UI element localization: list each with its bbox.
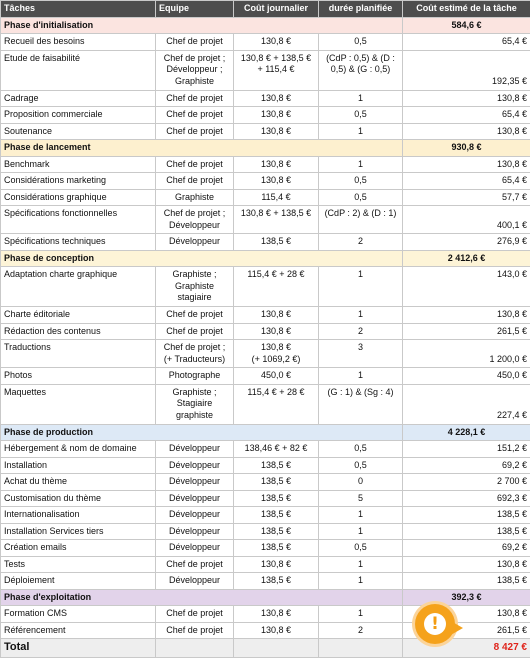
team-cell-line: (+ Traducteurs)	[163, 353, 226, 364]
team-cell-line: Chef de projet	[166, 36, 223, 46]
phase-total: 2 412,6 €	[403, 250, 530, 267]
daily-cost-cell	[234, 206, 319, 234]
duration-cell-line: 0,5	[354, 443, 367, 453]
team-cell	[156, 323, 234, 340]
team-cell-line: Chef de projet ;	[163, 342, 226, 352]
team-cell	[156, 540, 234, 557]
team-cell	[156, 340, 234, 368]
daily-cost-cell	[234, 123, 319, 140]
alert-icon: !	[424, 613, 446, 635]
daily-cost-cell	[234, 523, 319, 540]
team-cell	[156, 606, 234, 623]
duration-cell-line: 0,5	[354, 36, 367, 46]
header-team: Equipe	[156, 1, 234, 18]
header-daily-cost: Coût journalier	[234, 1, 319, 18]
team-cell	[156, 573, 234, 590]
duration-cell-line: 0	[357, 476, 363, 486]
duration-cell-line: (CdP : 2) & (D : 1)	[324, 208, 397, 218]
task-cost: 138,5 €	[403, 573, 530, 590]
phase-name: Phase de conception	[1, 250, 403, 267]
task-row	[1, 189, 530, 206]
duration-cell	[319, 457, 403, 474]
duration-cell-line: 0,5	[354, 459, 367, 470]
duration-cell-line: 5	[357, 492, 363, 503]
task-cost: 130,8 €	[403, 123, 530, 140]
task-cost: 276,9 €	[403, 234, 530, 251]
duration-cell-line: 0,5	[354, 542, 367, 552]
table-body	[1, 17, 530, 639]
duration-cell	[319, 156, 403, 173]
team-cell-line: Chef de projet	[166, 309, 223, 319]
team-cell	[156, 507, 234, 524]
task-cost: 151,2 €	[403, 441, 530, 458]
team-cell	[156, 189, 234, 206]
daily-cost-cell	[234, 340, 319, 368]
task-name: Référencement	[1, 622, 156, 639]
phase-row	[1, 424, 530, 441]
daily-cost-cell-line: 450,0 €	[260, 370, 292, 380]
team-cell	[156, 490, 234, 507]
daily-cost-cell-line: 138,5 €	[260, 492, 292, 503]
phase-total: 392,3 €	[403, 589, 530, 606]
team-cell-line: Graphiste	[174, 280, 215, 291]
team-cell	[156, 457, 234, 474]
daily-cost-cell	[234, 490, 319, 507]
task-cost: 130,8 €	[403, 156, 530, 173]
task-row	[1, 234, 530, 251]
daily-cost-cell	[234, 441, 319, 458]
duration-cell-line: 2	[357, 236, 363, 246]
task-name: Spécifications fonctionnelles	[1, 206, 156, 234]
duration-cell-line: 0,5) & (G : 0,5)	[330, 64, 391, 74]
duration-cell	[319, 474, 403, 491]
duration-cell-line: 1	[357, 558, 363, 569]
team-cell	[156, 123, 234, 140]
daily-cost-cell-line: 138,46 € + 82 €	[244, 443, 308, 453]
duration-cell	[319, 556, 403, 573]
duration-cell-line: (CdP : 0,5) & (D :	[326, 52, 395, 63]
team-cell	[156, 50, 234, 90]
daily-cost-cell-line: 138,5 €	[260, 575, 292, 585]
daily-cost-cell	[234, 173, 319, 190]
task-row	[1, 34, 530, 51]
team-cell-line: Chef de projet	[166, 624, 223, 635]
team-cell	[156, 107, 234, 124]
task-name: Adaptation charte graphique	[1, 267, 156, 307]
task-row	[1, 340, 530, 368]
task-row	[1, 107, 530, 124]
daily-cost-cell-line: 138,5 €	[260, 525, 292, 536]
team-cell-line: stagiaire	[177, 292, 212, 302]
task-cost: 261,5 €	[403, 622, 530, 639]
duration-cell	[319, 107, 403, 124]
task-name: Installation Services tiers	[1, 523, 156, 540]
daily-cost-cell	[234, 189, 319, 206]
task-cost: 130,8 €	[403, 556, 530, 573]
daily-cost-cell	[234, 50, 319, 90]
task-name: Benchmark	[1, 156, 156, 173]
task-cost: 192,35 €	[403, 50, 530, 90]
task-row	[1, 573, 530, 590]
alert-badge[interactable]	[415, 604, 455, 644]
daily-cost-cell-line: 138,5 €	[260, 542, 292, 552]
duration-cell	[319, 507, 403, 524]
task-cost: 65,4 €	[403, 173, 530, 190]
task-name: Cadrage	[1, 90, 156, 107]
task-row	[1, 368, 530, 385]
duration-cell-line: 2	[357, 624, 363, 635]
daily-cost-cell-line: 115,4 €	[261, 191, 291, 202]
daily-cost-cell-line: 115,4 € + 28 €	[247, 269, 305, 279]
task-name: Traductions	[1, 340, 156, 368]
team-cell-line: Graphiste ;	[172, 386, 217, 397]
daily-cost-cell	[234, 368, 319, 385]
duration-cell	[319, 490, 403, 507]
team-cell-line: Graphiste ;	[172, 269, 217, 279]
daily-cost-cell	[234, 107, 319, 124]
team-cell-line: Photographe	[168, 370, 221, 380]
daily-cost-cell	[234, 267, 319, 307]
task-row	[1, 384, 530, 424]
daily-cost-cell-line: 130,8 €	[260, 325, 292, 336]
team-cell	[156, 307, 234, 324]
team-cell-line: Chef de projet	[166, 92, 223, 103]
team-cell-line: Développeur	[168, 443, 221, 453]
duration-cell-line: 0,5	[354, 191, 367, 202]
team-cell	[156, 267, 234, 307]
task-row	[1, 173, 530, 190]
duration-cell-line: 1	[357, 575, 363, 585]
duration-cell-line: 3	[357, 342, 363, 352]
daily-cost-cell-line: 138,5 €	[260, 509, 292, 519]
daily-cost-cell-line: 130,8 €	[260, 558, 292, 569]
team-cell-line: Chef de projet	[166, 125, 223, 136]
team-cell-line: Développeur	[168, 492, 221, 503]
total-row	[1, 639, 530, 658]
task-row	[1, 507, 530, 524]
duration-cell-line: 1	[357, 608, 363, 618]
task-cost: 450,0 €	[403, 368, 530, 385]
team-cell	[156, 173, 234, 190]
team-cell-line: Chef de projet	[166, 608, 223, 618]
phase-name: Phase d'initialisation	[1, 17, 403, 34]
task-name: Création emails	[1, 540, 156, 557]
task-row	[1, 50, 530, 90]
task-name: Internationalisation	[1, 507, 156, 524]
total-value: 8 427 €	[403, 639, 530, 658]
header-tasks: Tâches	[1, 1, 156, 18]
phase-total: 584,6 €	[403, 17, 530, 34]
duration-cell-line: 1	[357, 309, 363, 319]
task-row	[1, 441, 530, 458]
team-cell	[156, 441, 234, 458]
duration-cell-line: 2	[357, 325, 363, 336]
team-cell-line: Graphiste	[174, 191, 215, 202]
duration-cell	[319, 540, 403, 557]
task-name: Spécifications techniques	[1, 234, 156, 251]
team-cell-line: Développeur	[168, 219, 221, 230]
team-cell-line: Chef de projet	[166, 325, 223, 336]
duration-cell	[319, 206, 403, 234]
duration-cell	[319, 441, 403, 458]
team-cell-line: Chef de projet	[166, 558, 223, 569]
task-row	[1, 307, 530, 324]
task-name: Customisation du thème	[1, 490, 156, 507]
team-cell-line: Stagiaire	[176, 398, 213, 408]
daily-cost-cell-line: 130,8 €	[260, 608, 292, 618]
duration-cell	[319, 523, 403, 540]
task-cost: 130,8 €	[403, 90, 530, 107]
task-name: Formation CMS	[1, 606, 156, 623]
daily-cost-cell-line: 130,8 €	[260, 624, 292, 635]
daily-cost-cell-line: 130,8 €	[260, 175, 292, 185]
team-cell-line: Développeur	[168, 525, 221, 536]
phase-name: Phase de lancement	[1, 140, 403, 157]
task-cost: 400,1 €	[403, 206, 530, 234]
phase-row	[1, 140, 530, 157]
task-row	[1, 556, 530, 573]
duration-cell	[319, 50, 403, 90]
phase-row	[1, 17, 530, 34]
daily-cost-cell	[234, 507, 319, 524]
duration-cell	[319, 189, 403, 206]
task-cost: 138,5 €	[403, 507, 530, 524]
team-cell-line: graphiste	[175, 409, 214, 420]
daily-cost-cell-line: 130,8 €	[260, 125, 292, 136]
team-cell-line: Développeur	[168, 542, 221, 552]
task-row	[1, 474, 530, 491]
team-cell-line: Chef de projet	[166, 109, 223, 119]
team-cell	[156, 523, 234, 540]
duration-cell	[319, 267, 403, 307]
task-name: Proposition commerciale	[1, 107, 156, 124]
duration-cell	[319, 234, 403, 251]
header-row	[1, 1, 530, 18]
task-name: Etude de faisabilité	[1, 50, 156, 90]
phase-row	[1, 589, 530, 606]
team-cell-line: Chef de projet	[166, 158, 223, 169]
task-row	[1, 156, 530, 173]
team-cell	[156, 34, 234, 51]
duration-cell-line: 1	[357, 269, 363, 279]
team-cell	[156, 156, 234, 173]
daily-cost-cell-line: 138,5 €	[260, 459, 292, 470]
task-cost: 138,5 €	[403, 523, 530, 540]
duration-cell	[319, 368, 403, 385]
duration-cell	[319, 340, 403, 368]
daily-cost-cell-line: 130,8 € + 138,5 €	[240, 52, 312, 63]
task-name: Rédaction des contenus	[1, 323, 156, 340]
duration-cell-line: (G : 1) & (Sg : 4)	[327, 386, 394, 397]
daily-cost-cell-line: 130,8 €	[260, 342, 292, 352]
duration-cell	[319, 573, 403, 590]
task-cost: 692,3 €	[403, 490, 530, 507]
team-cell	[156, 556, 234, 573]
task-cost: 65,4 €	[403, 107, 530, 124]
daily-cost-cell-line: 130,8 €	[260, 92, 292, 103]
daily-cost-cell	[234, 156, 319, 173]
duration-cell-line: 1	[357, 370, 363, 380]
daily-cost-cell-line: 138,5 €	[260, 236, 292, 246]
team-cell	[156, 622, 234, 639]
task-row	[1, 267, 530, 307]
phase-total: 930,8 €	[403, 140, 530, 157]
task-cost: 227,4 €	[403, 384, 530, 424]
daily-cost-cell	[234, 323, 319, 340]
header-duration: durée planifiée	[319, 1, 403, 18]
duration-cell	[319, 606, 403, 623]
task-cost: 1 200,0 €	[403, 340, 530, 368]
task-cost: 57,7 €	[403, 189, 530, 206]
phase-row	[1, 250, 530, 267]
header-estimated-cost: Coût estimé de la tâche	[403, 1, 530, 18]
daily-cost-cell	[234, 384, 319, 424]
daily-cost-cell	[234, 540, 319, 557]
daily-cost-cell	[234, 234, 319, 251]
daily-cost-cell	[234, 573, 319, 590]
task-cost: 2 700 €	[403, 474, 530, 491]
duration-cell	[319, 90, 403, 107]
daily-cost-cell-line: 130,8 €	[260, 158, 292, 169]
team-cell-line: Chef de projet	[166, 175, 223, 185]
task-name: Recueil des besoins	[1, 34, 156, 51]
task-row	[1, 206, 530, 234]
duration-cell	[319, 622, 403, 639]
team-cell	[156, 206, 234, 234]
team-cell	[156, 90, 234, 107]
team-cell	[156, 234, 234, 251]
task-row	[1, 323, 530, 340]
duration-cell-line: 1	[357, 509, 363, 519]
duration-cell	[319, 173, 403, 190]
task-name: Maquettes	[1, 384, 156, 424]
duration-cell	[319, 384, 403, 424]
task-name: Achat du thème	[1, 474, 156, 491]
duration-cell-line: 1	[357, 92, 363, 103]
daily-cost-cell-line: 115,4 € + 28 €	[247, 386, 305, 397]
task-name: Charte éditoriale	[1, 307, 156, 324]
team-cell-line: Développeur ;	[166, 64, 223, 74]
team-cell-line: Chef de projet ;	[163, 208, 226, 218]
task-row	[1, 90, 530, 107]
daily-cost-cell-line: 130,8 €	[260, 109, 292, 119]
task-name: Installation	[1, 457, 156, 474]
task-name: Considérations graphique	[1, 189, 156, 206]
task-row	[1, 490, 530, 507]
daily-cost-cell-line: + 115,4 €	[257, 64, 295, 74]
task-name: Tests	[1, 556, 156, 573]
phase-name: Phase de production	[1, 424, 403, 441]
duration-cell-line: 1	[357, 158, 363, 169]
task-cost: 65,4 €	[403, 34, 530, 51]
daily-cost-cell-line: 130,8 € + 138,5 €	[240, 208, 312, 218]
team-cell	[156, 384, 234, 424]
task-cost: 130,8 €	[403, 307, 530, 324]
daily-cost-cell	[234, 474, 319, 491]
daily-cost-cell	[234, 90, 319, 107]
task-name: Photos	[1, 368, 156, 385]
team-cell-line: Développeur	[168, 509, 221, 519]
daily-cost-cell-line: 130,8 €	[260, 36, 292, 46]
task-cost: 69,2 €	[403, 457, 530, 474]
daily-cost-cell-line: 138,5 €	[260, 476, 292, 486]
daily-cost-cell	[234, 606, 319, 623]
team-cell-line: Graphiste	[174, 75, 215, 86]
task-cost: 130,8 €	[403, 606, 530, 623]
task-row	[1, 457, 530, 474]
task-name: Hébergement & nom de domaine	[1, 441, 156, 458]
duration-cell	[319, 34, 403, 51]
daily-cost-cell	[234, 457, 319, 474]
task-name: Considérations marketing	[1, 173, 156, 190]
badge-pointer	[449, 620, 463, 636]
task-cost: 261,5 €	[403, 323, 530, 340]
team-cell-line: Développeur	[168, 236, 221, 246]
team-cell-line: Développeur	[168, 575, 221, 585]
duration-cell-line: 1	[357, 125, 363, 136]
team-cell-line: Développeur	[168, 459, 221, 470]
task-cost: 143,0 €	[403, 267, 530, 307]
task-row	[1, 523, 530, 540]
daily-cost-cell	[234, 34, 319, 51]
duration-cell	[319, 307, 403, 324]
duration-cell	[319, 123, 403, 140]
team-cell-line: Chef de projet ;	[163, 52, 226, 63]
daily-cost-cell	[234, 556, 319, 573]
duration-cell	[319, 323, 403, 340]
duration-cell-line: 0,5	[354, 175, 367, 185]
duration-cell-line: 1	[357, 525, 363, 536]
daily-cost-cell-line: (+ 1069,2 €)	[251, 353, 301, 364]
total-label: Total	[1, 639, 156, 658]
daily-cost-cell	[234, 307, 319, 324]
task-name: Déploiement	[1, 573, 156, 590]
daily-cost-cell-line: 130,8 €	[260, 309, 292, 319]
task-cost: 69,2 €	[403, 540, 530, 557]
phase-total: 4 228,1 €	[403, 424, 530, 441]
task-row	[1, 540, 530, 557]
task-name: Soutenance	[1, 123, 156, 140]
daily-cost-cell	[234, 622, 319, 639]
duration-cell-line: 0,5	[354, 109, 367, 119]
team-cell	[156, 474, 234, 491]
task-row	[1, 123, 530, 140]
team-cell	[156, 368, 234, 385]
phase-name: Phase d'exploitation	[1, 589, 403, 606]
team-cell-line: Développeur	[168, 476, 221, 486]
